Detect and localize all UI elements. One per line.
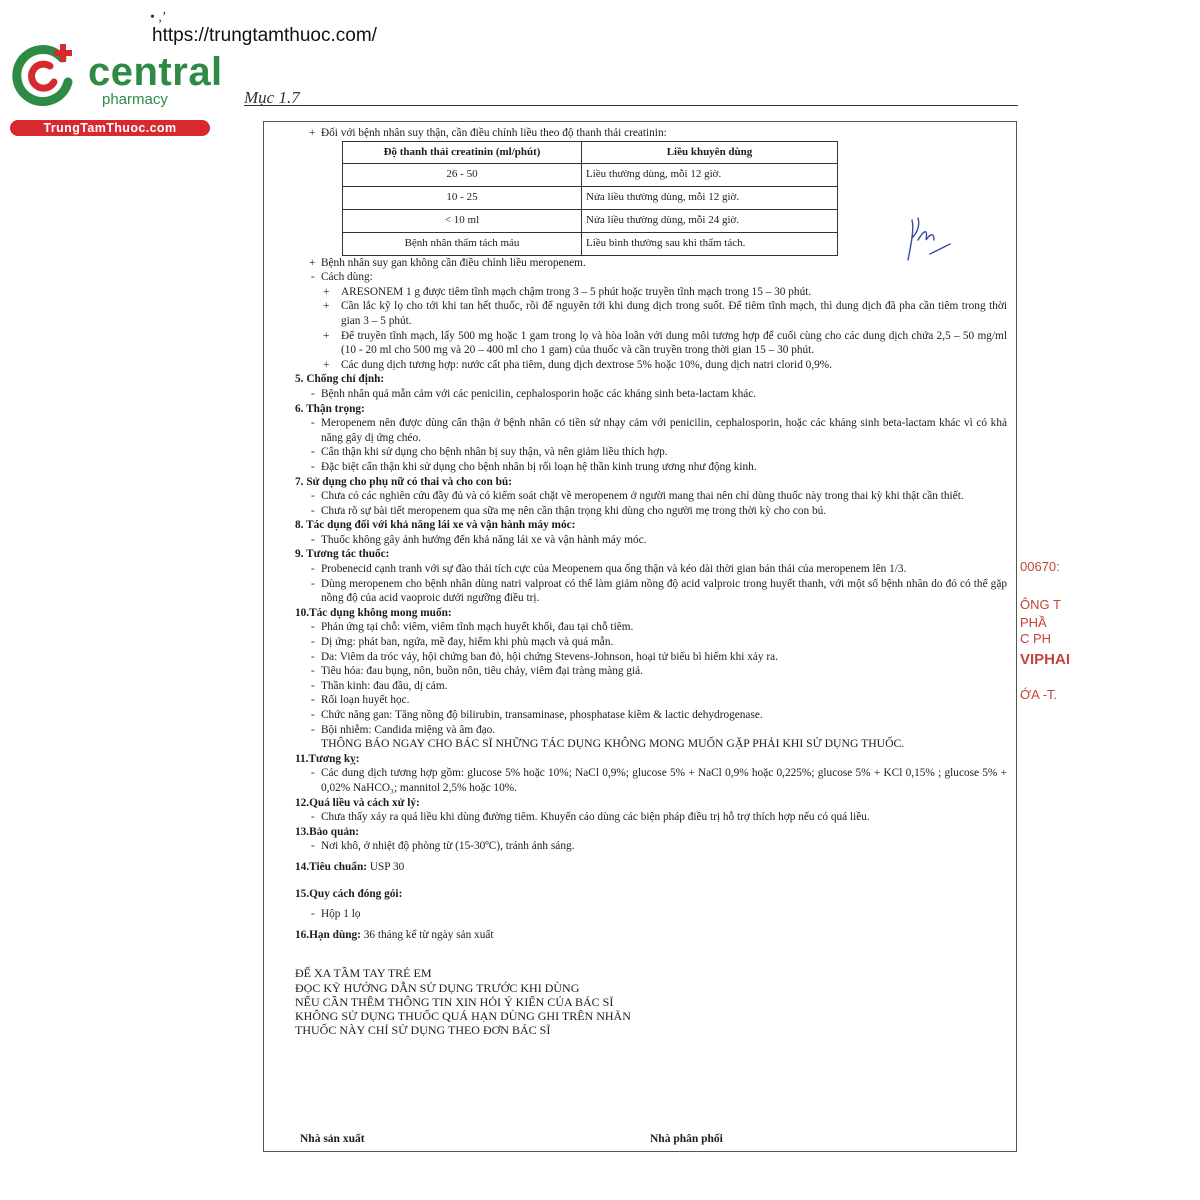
- list-item: + Cần lắc kỹ lọ cho tới khi tan hết thuốc, rồi để nguyên tới khi dung dịch trong suốt. Để tiêm tĩnh mạch, thì dung dịch đã pha cần tiêm trong thời gian 3 – 5 phút.: [323, 300, 1007, 327]
- list-item: - Chưa có các nghiên cứu đầy đủ và có kiểm soát chặt về meropenem ở người mang thai nên chỉ dùng thuốc này trong thai kỳ khi thật cần thiết.: [311, 490, 964, 503]
- list-item: - Đặc biệt cẩn thận khi sử dụng cho bệnh nhân bị rối loạn hệ thần kinh trung ương như động kinh.: [311, 460, 757, 473]
- list-item: - Dị ứng: phát ban, ngứa, mề đay, hiếm khi phù mạch và quá mẫn.: [311, 636, 614, 649]
- liver-note: + Bệnh nhân suy gan không cần điều chỉnh liều meropenem.: [309, 256, 586, 269]
- table-cell: Nửa liều thường dùng, mỗi 24 giờ.: [582, 209, 838, 232]
- renal-dose-table: [342, 141, 838, 256]
- section-heading: 8. Tác dụng đối với khả năng lái xe và vận hành máy móc:: [295, 519, 576, 532]
- section-heading: 15.Quy cách đóng gói:: [295, 887, 403, 900]
- table-cell: 10 - 25: [343, 186, 582, 209]
- usage-title: - Cách dùng:: [311, 271, 373, 284]
- list-item: - Thần kinh: đau đầu, dị cảm.: [311, 679, 448, 692]
- section-label: Mục 1.7: [244, 88, 300, 107]
- table-row: [343, 163, 838, 186]
- warning-line: THUỐC NÀY CHỈ SỬ DỤNG THEO ĐƠN BÁC SĨ: [295, 1023, 551, 1038]
- list-item: - Tiêu hóa: đau bụng, nôn, buồn nôn, tiêu chảy, viêm đại tràng màng giả.: [311, 665, 644, 678]
- list-item: - Chức năng gan: Tăng nồng độ bilirubin, transaminase, phosphatase kiềm & lactic dehydrogenase.: [311, 709, 763, 721]
- list-item: - Rối loạn huyết học.: [311, 694, 410, 707]
- table-row: [343, 232, 838, 255]
- company-stamp: [1016, 548, 1076, 738]
- document-body: [295, 126, 1007, 1037]
- list-item: - Meropenem nên được dùng cẩn thận ở bệnh nhân có tiền sử nhạy cảm với penicilin, cephalosporin, hoặc các kháng sinh beta-lactam khác vì có khả năng gây dị ứng chéo.: [311, 417, 1007, 444]
- logo-sub-text: pharmacy: [102, 91, 168, 108]
- list-item: - Bệnh nhân quá mẫn cảm với các penicilin, cephalosporin hoặc các kháng sinh beta-lactam khác.: [311, 387, 757, 400]
- section-heading: 10.Tác dụng không mong muốn:: [295, 606, 452, 619]
- logo-banner: TrungTamThuoc.com: [10, 120, 210, 136]
- table-cell: 26 - 50: [343, 163, 582, 186]
- table-cell: Liều bình thường sau khi thẩm tách.: [582, 232, 838, 255]
- stamp-line: 00670:: [1020, 559, 1060, 574]
- list-item: - Các dung dịch tương hợp gồm: glucose 5% hoặc 10%; NaCl 0,9%; glucose 5% + NaCl 0,9% hoặc 0,225%; glucose 5% + KCl 0,15% ; glucose 5% + 0,02% NaHCO₃; mannitol 2,5% hoặc 10%.: [311, 767, 1007, 794]
- column-header-clearance: Độ thanh thải creatinin (ml/phút): [343, 141, 582, 163]
- list-item: + ARESONEM 1 g được tiêm tĩnh mạch chậm trong 3 – 5 phút hoặc truyền tĩnh mạch trong 15 – 30 phút.: [323, 285, 812, 298]
- warning-line: ĐỂ XA TẦM TAY TRẺ EM: [295, 966, 432, 981]
- list-item: - Da: Viêm da tróc vảy, hội chứng ban đỏ, hội chứng Stevens-Johnson, hoại tử biểu bì hiếm khi xảy ra.: [311, 650, 778, 663]
- scan-artifact: • ,’: [150, 10, 167, 25]
- list-item: - Hộp 1 lọ: [311, 908, 361, 921]
- warning-line: KHÔNG SỬ DỤNG THUỐC QUÁ HẠN DÙNG GHI TRÊN NHÃN: [295, 1008, 631, 1023]
- table-cell: Nửa liều thường dùng, mỗi 12 giờ.: [582, 186, 838, 209]
- stamp-line: VIPHAI: [1020, 651, 1071, 668]
- list-item: - Chưa thấy xảy ra quá liều khi dùng đường tiêm. Khuyến cáo dùng các biện pháp điều trị hỗ trợ thích hợp nếu có quá liều.: [311, 811, 870, 824]
- renal-intro: + Đối với bệnh nhân suy thận, cần điều chỉnh liều theo độ thanh thải creatinin:: [309, 127, 667, 139]
- list-item: - Chưa rõ sự bài tiết meropenem qua sữa mẹ nên cần thận trọng khi dùng cho người mẹ trong thời kỳ cho con bú.: [311, 504, 827, 517]
- distributor-label: Nhà phân phối: [650, 1133, 723, 1145]
- expiry-line: 16.Hạn dùng: 36 tháng kể từ ngày sản xuất: [295, 928, 494, 941]
- watermark-url[interactable]: https://trungtamthuoc.com/: [152, 25, 377, 46]
- header-rule: [244, 105, 1018, 106]
- table-cell: Bệnh nhân thẩm tách máu: [343, 232, 582, 255]
- stamp-line: C PH: [1020, 631, 1052, 646]
- manufacturer-label: Nhà sản xuất: [300, 1133, 365, 1145]
- warning-line: ĐỌC KỸ HƯỚNG DẪN SỬ DỤNG TRƯỚC KHI DÙNG: [295, 980, 580, 995]
- section-heading: 5. Chống chỉ định:: [295, 373, 385, 386]
- section-heading: 7. Sử dụng cho phụ nữ có thai và cho con bú:: [295, 475, 512, 488]
- section-heading: 9. Tương tác thuốc:: [295, 548, 390, 561]
- list-item: - Phản ứng tại chỗ: viêm, viêm tĩnh mạch huyết khối, đau tại chỗ tiêm.: [311, 621, 634, 634]
- section-heading: 11.Tương kỵ:: [295, 752, 360, 765]
- column-header-dose: Liều khuyên dùng: [582, 141, 838, 163]
- table-row: [343, 186, 838, 209]
- warning-line: NẾU CẦN THÊM THÔNG TIN XIN HỎI Ý KIẾN CỦA BÁC SĨ: [295, 994, 614, 1009]
- list-item: - Dùng meropenem cho bệnh nhân dùng natri valproat có thể làm giảm nồng độ acid valproic trong huyết thanh, với một số bệnh nhân do đó có thể gặp nồng độ của acid vaoproic dưới ngưỡng điều trị.: [311, 577, 1007, 605]
- central-pharmacy-logo: [10, 38, 223, 138]
- warnings-block: [295, 966, 1007, 1037]
- table-cell: Liều thường dùng, mỗi 12 giờ.: [582, 163, 838, 186]
- table-row: [343, 209, 838, 232]
- stamp-line: PHẦ: [1020, 615, 1047, 630]
- adverse-effects-notice: THÔNG BÁO NGAY CHO BÁC SĨ NHỮNG TÁC DỤNG KHÔNG MONG MUỐN GẶP PHẢI KHI SỬ DỤNG THUỐC.: [321, 737, 905, 751]
- logo-brand-text: central: [88, 50, 223, 94]
- list-item: + Để truyền tĩnh mạch, lấy 500 mg hoặc 1 gam trong lọ và hòa loãn với dung môi tương hợp để cuối cùng cho các dung dịch chứa 2,5 – 50 mg/ml (10 - 20 ml cho 500 mg và 20 – 400 ml cho 1 gam) của thuốc và cần truyền trong thời gian 15 – 30 phút.: [323, 329, 1007, 357]
- section-heading: 12.Quá liều và cách xử lý:: [295, 796, 420, 809]
- section-heading: 13.Bảo quản:: [295, 825, 360, 838]
- list-item: + Các dung dịch tương hợp: nước cất pha tiêm, dung dịch dextrose 5% hoặc 10%, dung dịch natri clorid 0,9%.: [323, 358, 833, 371]
- list-item: - Thuốc không gây ảnh hưởng đến khả năng lái xe và vận hành máy móc.: [311, 533, 647, 546]
- list-item: - Cẩn thận khi sử dụng cho bệnh nhân bị suy thận, và nên giảm liều thích hợp.: [311, 446, 668, 459]
- section-heading: 6. Thận trọng:: [295, 402, 365, 415]
- list-item: - Probenecid cạnh tranh với sự đào thải tích cực của Meopenem qua ống thận và kéo dài thời gian bán thải của meropenem lên 1/3.: [311, 563, 907, 576]
- stamp-line: ỚA -T.: [1020, 687, 1058, 702]
- pharmacy-cross-logo-icon: [10, 38, 80, 108]
- list-item: - Nơi khô, ở nhiệt độ phòng từ (15-30ºC), tránh ánh sáng.: [311, 840, 575, 853]
- stamp-line: ÔNG T: [1020, 597, 1061, 612]
- table-header-row: [343, 141, 838, 163]
- table-cell: < 10 ml: [343, 209, 582, 232]
- standard-line: 14.Tiêu chuẩn: USP 30: [295, 860, 405, 873]
- list-item: - Bội nhiễm: Candida miệng và âm đạo.: [311, 723, 496, 736]
